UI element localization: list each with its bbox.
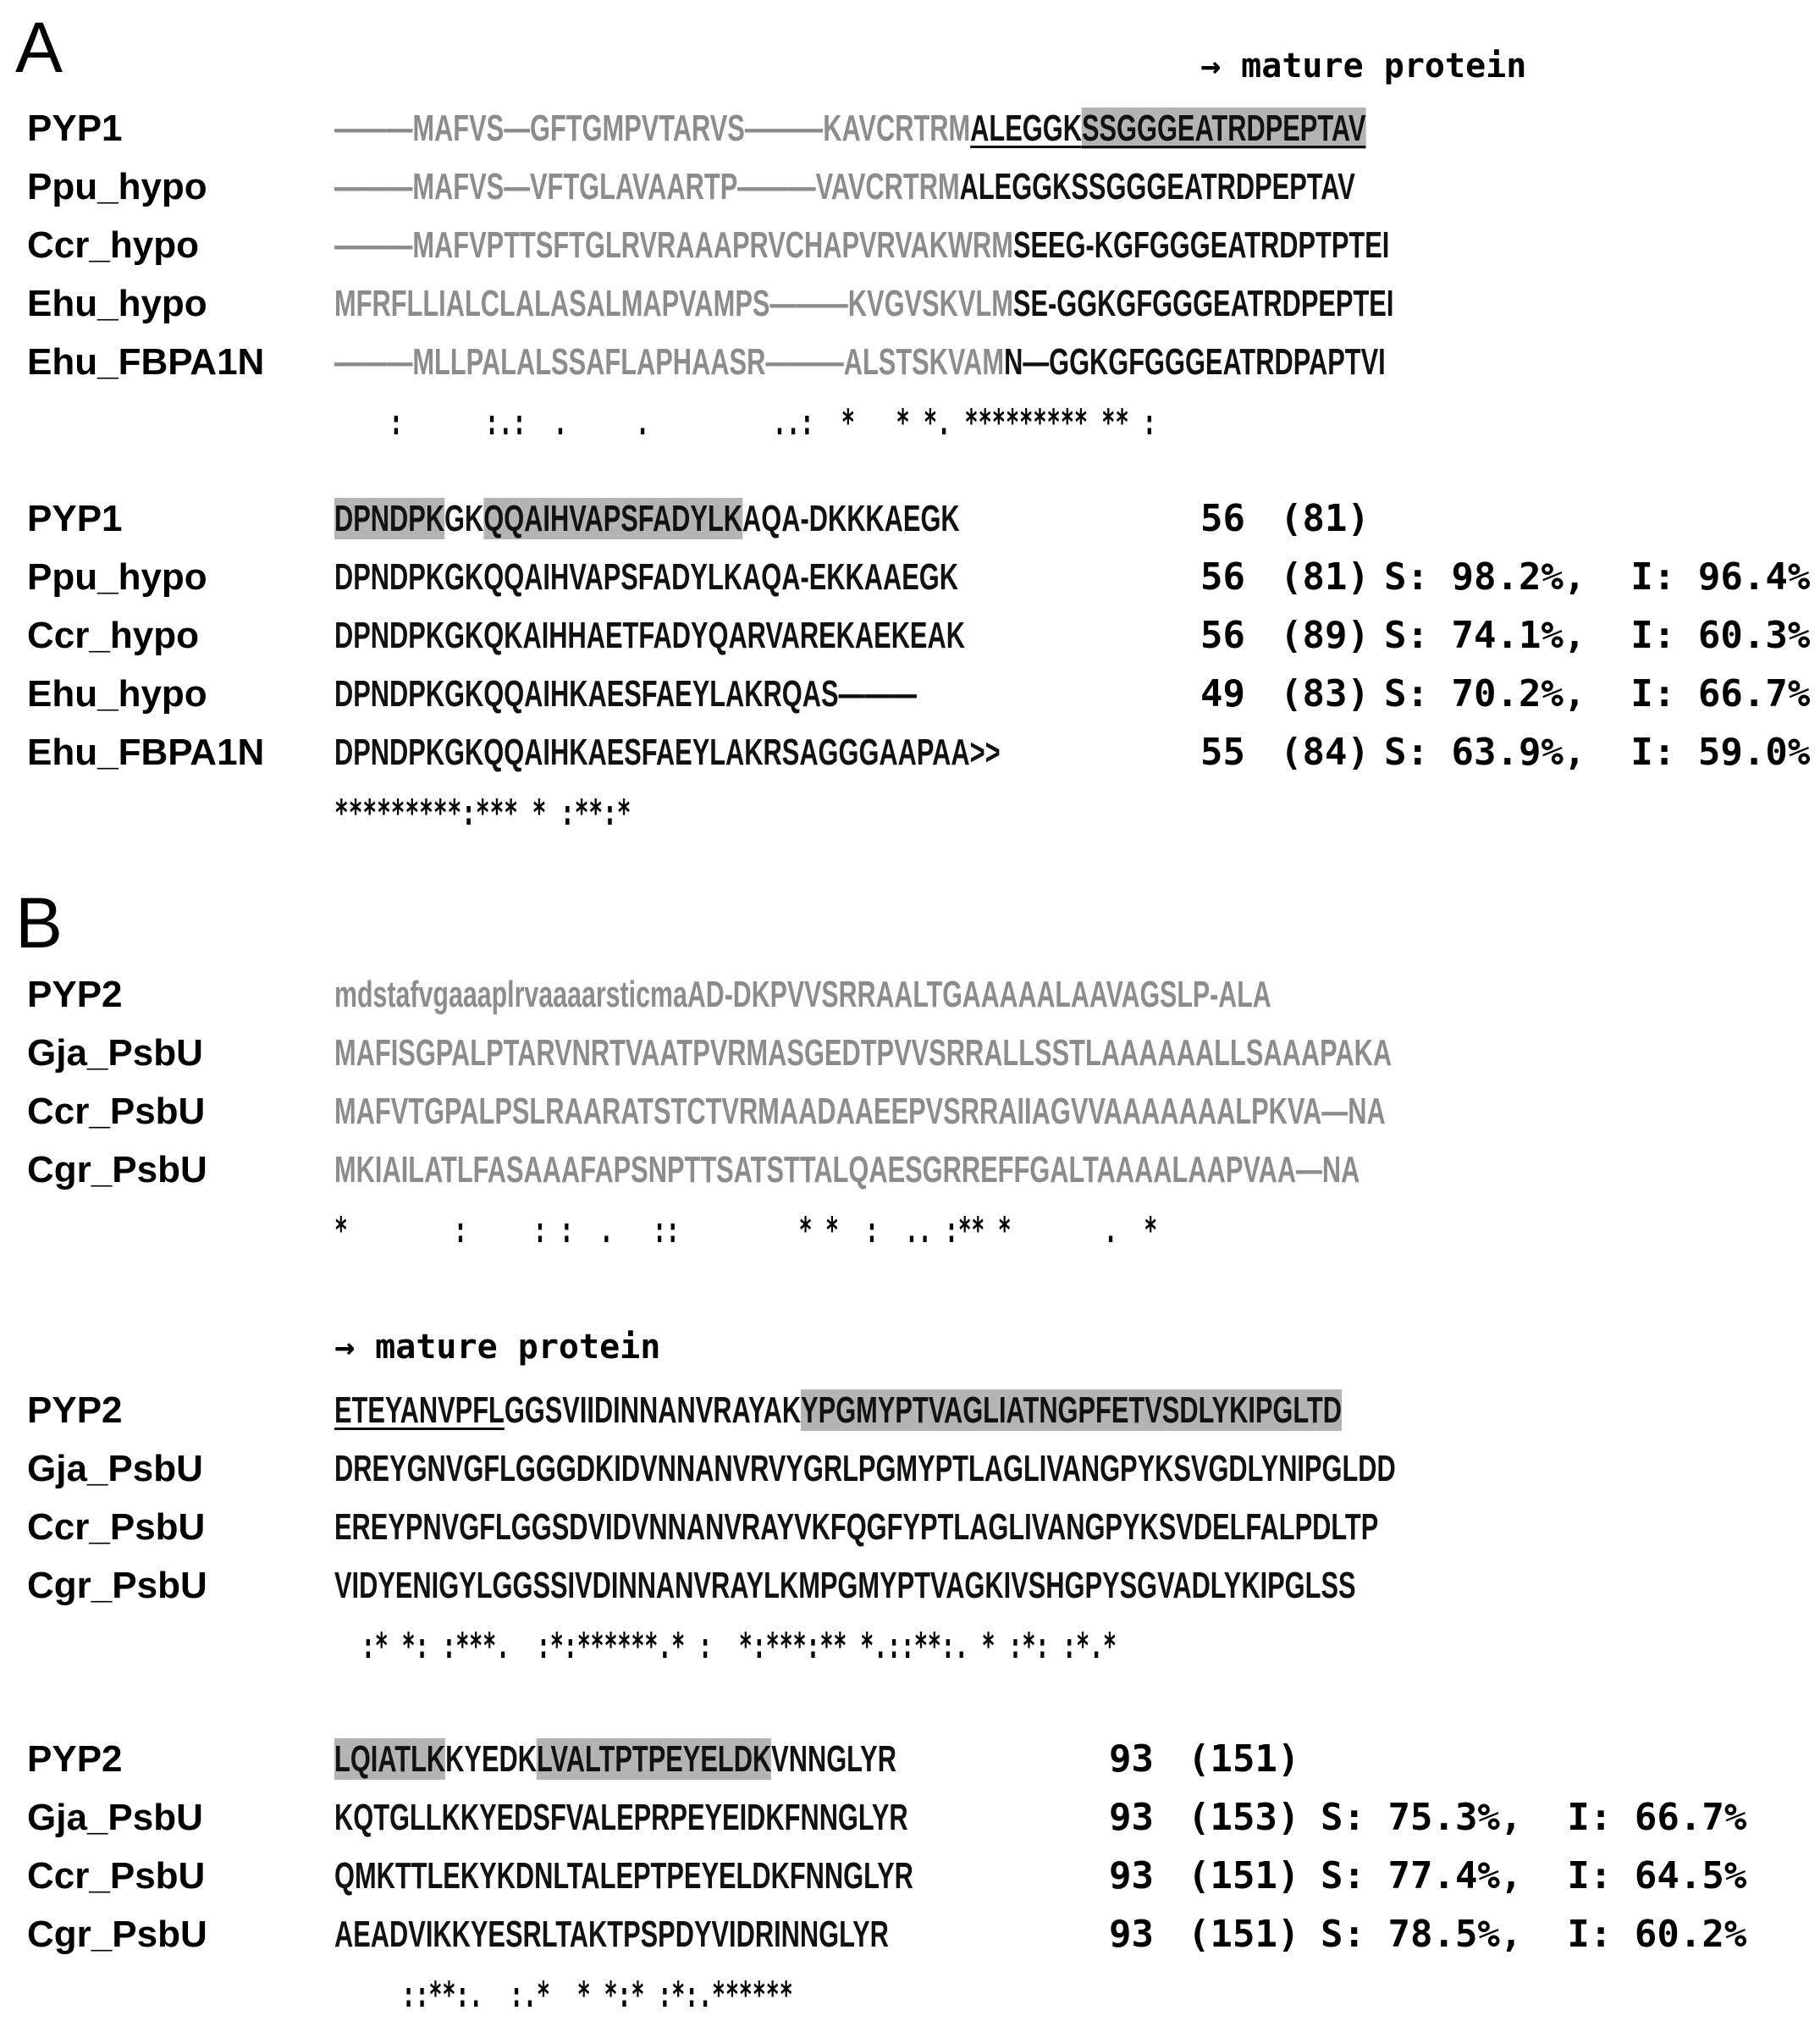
- alignment-row-b1-cgr: [0, 1146, 1820, 1197]
- residue-count: 56: [1200, 497, 1245, 540]
- residue-count: 93: [1109, 1854, 1154, 1897]
- similarity-identity: S: 78.5%, I: 60.2%: [1321, 1913, 1747, 1956]
- sequence-segment: GK: [444, 498, 484, 539]
- consensus-line: ::**:. :.* * *:* :*:.******: [334, 1974, 793, 2015]
- alignment-row-a1-ehu: [0, 280, 1820, 331]
- total-length: (84): [1280, 731, 1370, 774]
- sequence-name: PYP1: [27, 498, 123, 539]
- consensus-line: *********:*** * :**:*: [334, 792, 631, 833]
- mature-sequence: ALEGGKSSGGGEATRDPEPTAV: [959, 166, 1355, 207]
- sequence: [334, 976, 1271, 1013]
- total-length: (151): [1188, 1737, 1300, 1781]
- sequence-name: Cgr_PsbU: [27, 1565, 207, 1606]
- peptide-shaded: YPGMYPTVAGLIATNGPFETVSDLYKIPGLTD: [801, 1389, 1342, 1431]
- sequence-name: Ppu_hypo: [27, 556, 207, 598]
- alignment-row-b2-cgr: [0, 1562, 1820, 1613]
- total-length: (83): [1280, 672, 1370, 715]
- residue-count: 49: [1200, 672, 1245, 715]
- alignment-row-a2-ppu: [0, 554, 1820, 605]
- peptide-shaded: LQIATLK: [334, 1738, 446, 1780]
- consensus-line: :* *: :***. :*:******.* : *:***:** *.::**:. * :*: :*.*: [334, 1625, 1117, 1666]
- alignment-row-a2-ehufbpa: [0, 729, 1820, 780]
- residue-count: 93: [1109, 1737, 1154, 1781]
- peptide-shaded: SSGGGEATRDPEPTAV: [1081, 108, 1366, 149]
- similarity-identity: S: 75.3%, I: 66.7%: [1321, 1796, 1747, 1839]
- sequence-name: Cgr_PsbU: [27, 1149, 207, 1190]
- sequence: [334, 110, 1365, 147]
- signal-peptide: MAFISGPALPTARVNRTVAATPVRMASGEDTPVVSRRALLSSTLAAAAAALLSAAAPAKA: [334, 1032, 1393, 1074]
- sequence: DPNDPKGKQQAIHKAESFAEYLAKRSAGGGAAPAA>>: [334, 732, 1001, 773]
- sequence-name: Ccr_PsbU: [27, 1091, 206, 1132]
- consensus-row-a2: [0, 788, 1820, 839]
- sequence-segment: GGSVIIDINNANVRAYAK: [504, 1389, 802, 1431]
- mature-sequence: SE-GGKGFGGGEATRDPEPTEI: [1012, 283, 1394, 324]
- consensus-line: * : : : . :: * * : .. :** * . *: [334, 1209, 1158, 1251]
- consensus-row-b1: [0, 1206, 1820, 1256]
- alignment-row-a1-pyp1: [0, 105, 1820, 156]
- peptide-shaded: QQAIHVAPSFADYLK: [483, 498, 743, 539]
- alignment-row-b3-pyp2: [0, 1736, 1820, 1787]
- alignment-row-b3-cgr: [0, 1911, 1820, 1962]
- consensus-line: : :.: . . ..: * * *. ********* ** :: [334, 401, 1156, 443]
- consensus-row-b3: [0, 1970, 1820, 2021]
- signal-peptide: ———MLLPALALSSAFLAPHAASR———ALSTSKVAM: [334, 341, 1005, 383]
- total-length: (81): [1280, 497, 1370, 540]
- sequence-name: PYP2: [27, 1738, 123, 1780]
- sequence: [334, 1389, 1342, 1431]
- alignment-row-b3-gja: [0, 1794, 1820, 1845]
- sequence: KQTGLLKKYEDSFVALEPRPEYEIDKFNNGLYR: [334, 1797, 908, 1838]
- signal-peptide: MAFVTGPALPSLRAARATSTCTVRMAADAAEEPVSRRAIIAGVVAAAAAAALPKVA—NA: [334, 1091, 1386, 1132]
- sequence: QMKTTLEKYKDNLTALEPTPEYELDKFNNGLYR: [334, 1855, 913, 1897]
- sequence-segment: AQA-DKKKAEGK: [742, 498, 960, 539]
- mature-sequence: N—GGKGFGGGEATRDPAPTVI: [1004, 341, 1386, 383]
- total-length: (81): [1280, 555, 1370, 599]
- sequence-name: Gja_PsbU: [27, 1032, 203, 1074]
- residue-count: 93: [1109, 1913, 1154, 1956]
- sequence-name: Ehu_hypo: [27, 283, 207, 324]
- sequence-name: PYP2: [27, 1389, 123, 1431]
- sequence-name: Ccr_PsbU: [27, 1506, 206, 1548]
- sequence-segment: KYEDK: [445, 1738, 537, 1780]
- sequence-name: Ehu_hypo: [27, 673, 207, 715]
- signal-peptide: ———MAFVPTTSFTGLRVRAAAPRVCHAPVRVAKWRM: [334, 224, 1013, 266]
- alignment-row-b2-ccr: [0, 1504, 1820, 1555]
- sequence: VIDYENIGYLGGSSIVDINNANVRAYLKMPGMYPTVAGKIVSHGPYSGVADLYKIPGLSS: [334, 1565, 1356, 1606]
- alignment-row-b2-pyp2: [0, 1387, 1820, 1438]
- panel-a-label: A: [15, 8, 63, 87]
- sequence: AEADVIKKYESRLTAKTPSPDYVIDRINNGLYR: [334, 1914, 889, 1955]
- residue-count: 56: [1200, 614, 1245, 657]
- similarity-identity: S: 74.1%, I: 60.3%: [1384, 614, 1811, 657]
- sequence: DPNDPKGKQQAIHVAPSFADYLKAQA-EKKAAEGK: [334, 556, 958, 598]
- lowercase-presequence: mdstafvgaaaplrvaaaarsticma: [334, 974, 687, 1015]
- total-length: (151): [1188, 1854, 1300, 1897]
- sequence-name: Ehu_FBPA1N: [27, 341, 265, 383]
- alignment-row-a1-ppu: [0, 163, 1820, 214]
- alignment-row-b2-gja: [0, 1445, 1820, 1496]
- sequence: [334, 1738, 896, 1780]
- alignment-row-b1-pyp2: [0, 971, 1820, 1022]
- mature-start: ETEYANVPFL: [334, 1389, 505, 1431]
- similarity-identity: S: 98.2%, I: 96.4%: [1384, 555, 1811, 599]
- signal-peptide: MKIAILATLFASAAAFAPSNPTTSATSTTALQAESGRREFFGALTAAAALAAPVAA—NA: [334, 1149, 1360, 1190]
- residue-count: 93: [1109, 1796, 1154, 1839]
- sequence: DREYGNVGFLGGGDKIDVNNANVRVYGRLPGMYPTLAGLIVANGPYKSVGDLYNIPGLDD: [334, 1448, 1396, 1489]
- peptide-shaded: DPNDPK: [334, 498, 445, 539]
- signal-peptide: AD-DKPVVSRRAALTGAAAAALAAVAGSLP-ALA: [687, 974, 1271, 1015]
- alignment-row-b1-gja: [0, 1030, 1820, 1080]
- sequence-name: Ccr_hypo: [27, 615, 199, 656]
- panel-b-label: B: [15, 883, 63, 963]
- sequence-segment: VNNGLYR: [771, 1738, 896, 1780]
- total-length: (89): [1280, 614, 1370, 657]
- sequence: [334, 500, 960, 538]
- sequence-name: PYP1: [27, 108, 123, 149]
- sequence: EREYPNVGFLGGSDVIDVNNANVRAYVKFQGFYPTLAGLIVANGPYKSVDELFALPDLTP: [334, 1506, 1379, 1548]
- residue-count: 55: [1200, 731, 1245, 774]
- sequence: [334, 168, 1355, 206]
- alignment-row-a1-ccr: [0, 222, 1820, 273]
- panel-b-mature-protein-label: → mature protein: [334, 1328, 661, 1367]
- peptide-shaded: LVALTPTPEYELDK: [536, 1738, 772, 1780]
- consensus-row-a1: [0, 398, 1820, 449]
- sequence-name: Gja_PsbU: [27, 1448, 203, 1489]
- sequence: [334, 224, 1390, 266]
- sequence-name: Ccr_PsbU: [27, 1855, 206, 1897]
- mature-sequence: SEEG-KGFGGGEATRDPTPTEI: [1012, 224, 1390, 266]
- sequence: [334, 285, 1393, 323]
- total-length: (153): [1188, 1796, 1300, 1839]
- residue-count: 56: [1200, 555, 1245, 599]
- panel-a-mature-protein-label: → mature protein: [1200, 47, 1527, 86]
- signal-peptide: ———MAFVS—VFTGLAVAARTP———VAVCRTRM: [334, 166, 960, 207]
- signal-peptide: ———MAFVS—GFTGMPVTARVS———KAVCRTRM: [334, 108, 971, 149]
- sequence: DPNDPKGKQQAIHKAESFAEYLAKRQAS———: [334, 673, 917, 715]
- sequence-name: PYP2: [27, 974, 123, 1015]
- alignment-row-a2-pyp1: [0, 495, 1820, 546]
- similarity-identity: S: 63.9%, I: 59.0%: [1384, 731, 1811, 774]
- consensus-row-b2: [0, 1621, 1820, 1672]
- sequence-name: Ehu_FBPA1N: [27, 732, 265, 773]
- sequence-name: Ppu_hypo: [27, 166, 207, 207]
- similarity-identity: S: 70.2%, I: 66.7%: [1384, 672, 1811, 715]
- alignment-row-a2-ccr: [0, 612, 1820, 663]
- sequence-name: Cgr_PsbU: [27, 1914, 207, 1955]
- similarity-identity: S: 77.4%, I: 64.5%: [1321, 1854, 1747, 1897]
- alignment-row-a2-ehu: [0, 671, 1820, 721]
- alignment-row-b1-ccr: [0, 1088, 1820, 1139]
- sequence: DPNDPKGKQKAIHHAETFADYQARVAREKAEKEAK: [334, 615, 965, 656]
- alignment-row-a1-ehufbpa: [0, 339, 1820, 389]
- sequence-name: Ccr_hypo: [27, 224, 199, 266]
- alignment-row-b3-ccr: [0, 1853, 1820, 1903]
- mature-start: ALEGGK: [970, 108, 1082, 149]
- total-length: (151): [1188, 1913, 1300, 1956]
- signal-peptide: MFRFLLIALCLALASALMAPVAMPS———KVGVSKVLM: [334, 283, 1013, 324]
- sequence: [334, 341, 1386, 383]
- sequence-name: Gja_PsbU: [27, 1797, 203, 1838]
